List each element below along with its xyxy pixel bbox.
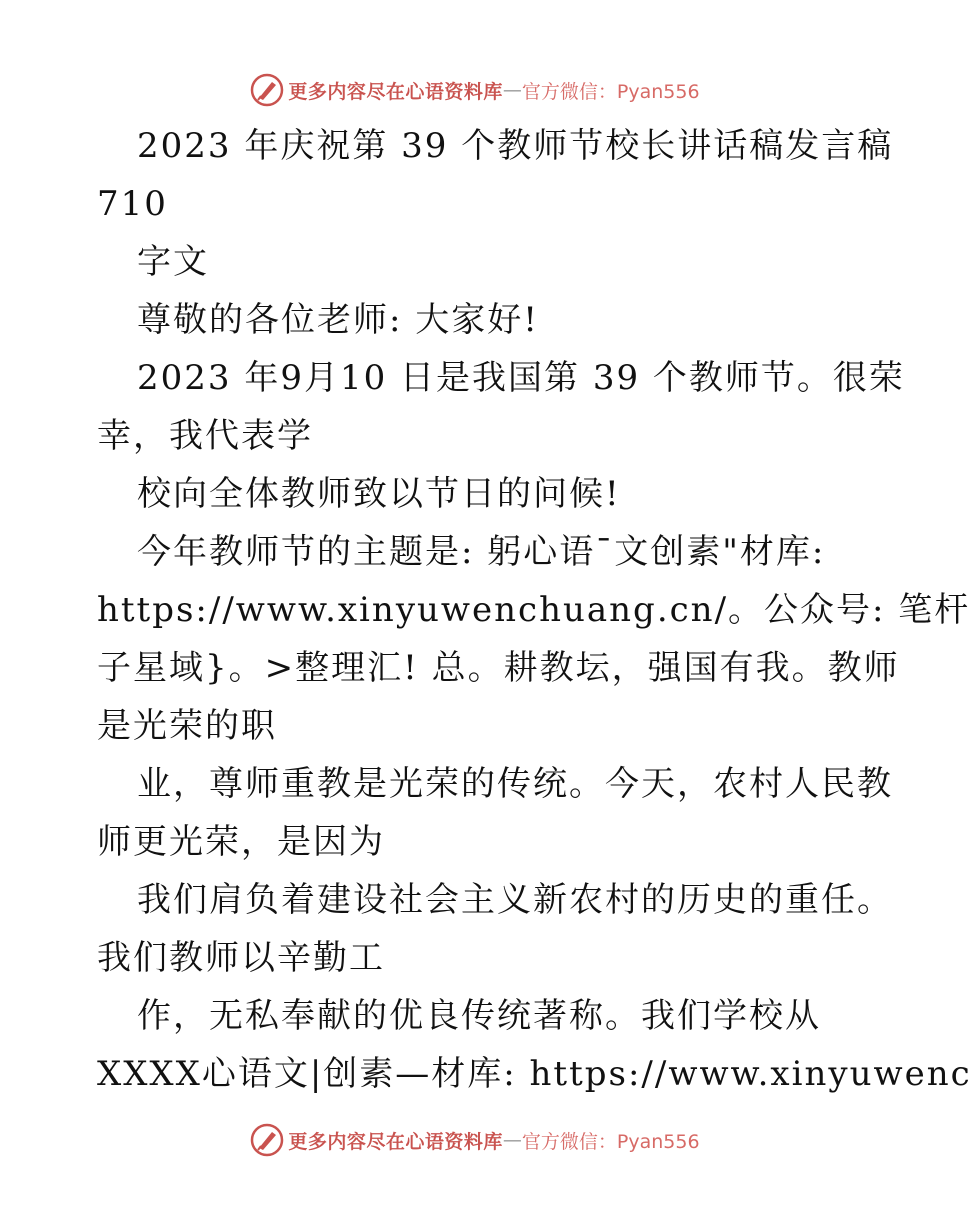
footer-banner <box>0 1120 950 1160</box>
header-banner <box>0 70 950 110</box>
text-line: 是光荣的职 <box>97 706 277 746</box>
text-line: 子星域}。>整理汇! 总。耕教坛，强国有我。教师 <box>97 648 900 688</box>
text-line: 2023 年庆祝第 39 个教师节校长讲话稿发言稿 <box>137 126 894 166</box>
banner-text: 更多内容尽在心语资料库 <box>288 80 503 103</box>
text-line: 幸，我代表学 <box>97 416 313 456</box>
text-line: 我们肩负着建设社会主义新农村的历史的重任。 <box>137 880 893 920</box>
banner-separator: — <box>502 1129 522 1151</box>
text-line: 业，尊师重教是光荣的传统。今天，农村人民教 <box>137 764 893 804</box>
text-line: 作，无私奉献的优良传统著称。我们学校从 <box>137 996 821 1036</box>
banner-separator: — <box>502 79 522 101</box>
text-line: https://www.xinyuwenchuang.cn/。公众号: 笔杆 <box>97 590 971 630</box>
banner-wechat: 官方微信：Pyan556 <box>521 80 700 103</box>
text-line: 今年教师节的主题是: 躬心语¯文创素"材库: <box>137 532 826 572</box>
document-body <box>97 117 972 1103</box>
quill-pen-logo-icon <box>250 73 284 107</box>
text-line: 师更光荣，是因为 <box>97 822 385 862</box>
quill-pen-logo-icon <box>250 1123 284 1157</box>
text-line: XXXX心语文|创素—材库: https://www.xinyuwenc <box>97 1054 972 1094</box>
banner-wechat: 官方微信：Pyan556 <box>521 1130 700 1153</box>
text-line: 我们教师以辛勤工 <box>97 938 385 978</box>
text-line: 字文 <box>137 242 209 282</box>
banner-text: 更多内容尽在心语资料库 <box>288 1130 503 1153</box>
text-line: 尊敬的各位老师: 大家好! <box>137 300 539 340</box>
text-line: 710 <box>97 184 168 224</box>
text-line: 2023 年9月10 日是我国第 39 个教师节。很荣 <box>137 358 905 398</box>
text-line: 校向全体教师致以节日的问候! <box>137 474 621 514</box>
